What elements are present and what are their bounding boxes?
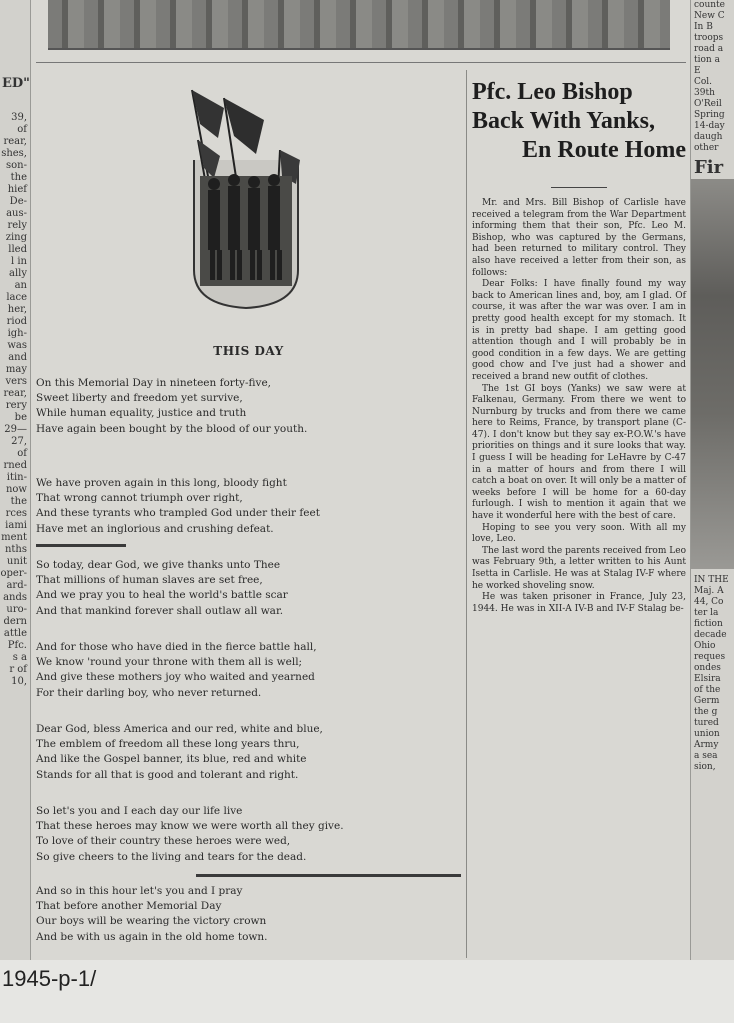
left-text-fragment: r of [9, 664, 27, 675]
left-text-fragment: rear, [3, 388, 27, 399]
caption-bar [0, 960, 734, 1023]
left-text-fragment: hief [7, 184, 27, 195]
right-text-fragment: road a [694, 44, 724, 54]
poem-line: While human equality, justice and truth [36, 407, 247, 420]
right-text-fragment: union [694, 729, 720, 739]
right-text-fragment: ter la [694, 608, 719, 618]
poem-line: And that mankind forever shall outlaw all war. [36, 604, 284, 617]
poem-column [36, 68, 461, 958]
right-text-fragment: IN THE [694, 575, 729, 585]
article-body [472, 198, 686, 615]
column-divider [466, 70, 467, 958]
poem-line: And we pray you to heal the world's battle scar [36, 589, 288, 602]
left-text-fragment: vers [5, 376, 27, 387]
left-text-fragment: rely [7, 220, 27, 231]
left-text-fragment: 10, [11, 676, 27, 687]
right-heading: Fir [694, 157, 724, 178]
right-text-fragment: decade [694, 630, 727, 640]
left-text-fragment: igh- [7, 328, 27, 339]
headline-line-3: En Route Home [522, 137, 686, 163]
left-text-fragment: uro- [6, 604, 27, 615]
poem-line: On this Memorial Day in nineteen forty-five, [36, 377, 272, 389]
right-text-fragment: Elsira [694, 674, 721, 684]
left-text-fragment: itin- [6, 472, 27, 483]
article-paragraph: The last word the parents received from Leo was February 9th, a letter written to his Aunt Isetta in Carlisle. He was at Stalag IV-F where he worked shoveling snow. [472, 545, 686, 591]
left-text-fragment: 27, [11, 436, 27, 447]
right-text-fragment: reques [694, 652, 726, 662]
left-text-fragment: iami [5, 520, 27, 531]
left-text-fragment: rces [5, 508, 27, 519]
left-text-fragment: be [14, 412, 27, 423]
right-text-fragment: ondes [694, 663, 721, 673]
right-bottom-fragments [694, 575, 734, 773]
left-text-fragment: the [10, 496, 27, 507]
right-text-fragment: E [694, 66, 701, 76]
article-paragraph: Hoping to see you very soon. With all my love, Leo. [472, 522, 686, 545]
stanza-rule [196, 874, 461, 877]
right-text-fragment: In B [694, 22, 713, 32]
right-text-fragment: of the [694, 685, 721, 695]
left-text-fragment: the [10, 172, 27, 183]
right-text-fragment: tion a [694, 55, 720, 65]
right-text-fragment: daugh [694, 132, 723, 142]
poem-line: Have met an inglorious and crushing defeat. [36, 522, 274, 535]
right-text-fragment: troops [694, 33, 724, 43]
left-text-fragment: of [17, 124, 27, 135]
article-paragraph: The 1st GI boys (Yanks) we saw were at Falkenau, Germany. From there we went to Nurnburg by trucks and from there we came here to Reims, France, by transport plane (C-47). I don't know but they say ex-P.O.W.'s have priorities on things and it sure looks that way. I guess I will be heading for LeHavre by C-47 in a matter of hours and from there I will catch a boat on over. It will only be a matter of weeks before I will be home for a 60-day furlough. I wish to mention it again that we have it wonderful here with the best of care. [472, 383, 686, 522]
headline-line-2: Back With Yanks, [472, 108, 655, 134]
left-text-fragment: l in [10, 256, 27, 267]
stanza-rule [36, 544, 126, 547]
poem-line: We know 'round your throne with them all is well; [36, 656, 303, 669]
headline-rule [551, 187, 607, 188]
top-rule [36, 62, 686, 63]
poem-stanza-3 [36, 558, 461, 619]
top-photo-strip [48, 0, 670, 50]
left-text-fragment: may [5, 364, 27, 375]
right-top-fragments [694, 0, 734, 154]
right-text-fragment: a sea [694, 751, 718, 761]
poem-line: For their darling boy, who never returned. [36, 686, 262, 699]
caption-text: 1945-p-1/ [2, 966, 97, 991]
right-text-fragment: counte [694, 0, 725, 10]
poem-line: Sweet liberty and freedom yet survive, [36, 392, 243, 405]
right-text-fragment: the g [694, 707, 718, 717]
left-text-fragment: unit [6, 556, 27, 567]
right-text-fragment: New C [694, 11, 725, 21]
left-text-fragment: 39, [11, 112, 27, 123]
right-text-fragment: tured [694, 718, 719, 728]
poem-line: And these tyrants who trampled God under their feet [36, 507, 320, 520]
poem-line: Dear God, bless America and our red, white and blue, [36, 723, 323, 735]
poem-line: That before another Memorial Day [36, 900, 222, 913]
poem-stanza-2 [36, 476, 461, 537]
left-text-fragment: 29— [4, 424, 27, 435]
right-text-fragment: 39th [694, 88, 715, 98]
article-column [472, 78, 686, 958]
poem-line: So let's you and I each day our life live [36, 805, 243, 817]
right-column-fragment [690, 0, 734, 960]
left-text-fragment: s a [12, 652, 27, 663]
poem-line: So give cheers to the living and tears for the dead. [36, 850, 307, 863]
poem-line: And give these mothers joy who waited and yearned [36, 671, 315, 684]
right-text-fragment: Col. [694, 77, 713, 87]
poem-line: To love of their country these heroes were wed, [36, 835, 291, 848]
left-text-fragment: rear, [3, 136, 27, 147]
left-text-fragment: rery [5, 400, 27, 411]
left-heading-fragment: ED" [2, 76, 30, 91]
poem-line: That wrong cannot triumph over right, [36, 492, 243, 505]
article-headline [472, 78, 686, 165]
article-paragraph: He was taken prisoner in France, July 23, 1944. He was in XII-A IV-B and IV-F Stalag be- [472, 592, 686, 614]
flag-soldiers-illustration [184, 80, 308, 314]
left-text-fragment: was [7, 340, 27, 351]
poem-line: And so in this hour let's you and I pray [36, 885, 243, 897]
poem-line: And be with us again in the old home town. [36, 930, 268, 943]
left-text-fragment: zing [5, 232, 27, 243]
left-text-fragment: and [8, 352, 27, 363]
headline-line-1: Pfc. Leo Bishop [472, 79, 633, 105]
left-text-fragment: Pfc. [7, 640, 27, 651]
left-text-fragment: dern [3, 616, 27, 627]
poem-stanza-1 [36, 376, 461, 437]
left-text-fragment: of [17, 448, 27, 459]
poem-line: That these heroes may know we were worth all they give. [36, 820, 344, 833]
left-text-fragment: her, [7, 304, 27, 315]
left-text-fragment: nths [4, 544, 27, 555]
left-text-fragment: aus- [6, 208, 27, 219]
left-text-fragment: now [5, 484, 27, 495]
poem-line: The emblem of freedom all these long years thru, [36, 738, 300, 751]
portrait-photo [691, 179, 734, 569]
right-text-fragment: Maj. A [694, 586, 724, 596]
poem-stanza-6 [36, 804, 461, 865]
poem-title: THIS DAY [213, 344, 284, 358]
poem-line: And like the Gospel banner, its blue, red and white [36, 753, 307, 766]
left-text-fragment: ands [3, 592, 27, 603]
left-text-fragment: De- [9, 196, 27, 207]
poem-stanza-4 [36, 640, 461, 701]
left-text-fragment: shes, [1, 148, 27, 159]
left-text-fragment: an [14, 280, 27, 291]
left-text-fragment: son- [6, 160, 27, 171]
article-paragraph: Dear Folks: I have finally found my way back to American lines and, boy, am I glad. Of course, it was after the war was over. I am in pretty good health except for my stomach. It is in pretty bad shape. I am getting good attention though and I will probably be in good condition in a few days. We are getting good chow and I've just had a shower and received a brand new outfit of clothes. [472, 279, 686, 382]
right-text-fragment: 14-day [694, 121, 725, 131]
left-text-fragment: rned [3, 460, 27, 471]
poem-stanza-5 [36, 722, 461, 783]
right-text-fragment: Spring [694, 110, 725, 120]
right-text-fragment: sion, [694, 762, 716, 772]
left-text-fragment: oper- [0, 568, 27, 579]
poem-line: And for those who have died in the fierce battle hall, [36, 641, 317, 653]
poem-line: That millions of human slaves are set free, [36, 574, 263, 587]
article-paragraph: Mr. and Mrs. Bill Bishop of Carlisle have received a telegram from the War Department informing them that their son, Pfc. Leo M. Bishop, who was captured by the Germans, had been returned to military control. They also have received a letter from their son, as follows: [472, 198, 686, 278]
right-text-fragment: O'Reil [694, 99, 722, 109]
poem-line: So today, dear God, we give thanks unto Thee [36, 559, 281, 571]
left-text-fragment: ally [8, 268, 27, 279]
right-text-fragment: 44, Co [694, 597, 724, 607]
poem-line: Have again been bought by the blood of our youth. [36, 422, 308, 435]
left-text-fragment: lace [6, 292, 27, 303]
poem-line: We have proven again in this long, bloody fight [36, 477, 287, 489]
poem-line: Our boys will be wearing the victory crown [36, 915, 267, 928]
left-text-fragment: riod [6, 316, 27, 327]
left-column-fragment [0, 0, 31, 960]
left-text-fragment: ment [1, 532, 27, 543]
right-text-fragment: Army [694, 740, 719, 750]
right-text-fragment: other [694, 143, 719, 153]
right-text-fragment: fiction [694, 619, 723, 629]
poem-line: Stands for all that is good and tolerant and right. [36, 768, 299, 781]
poem-stanza-7 [36, 884, 461, 945]
right-text-fragment: Germ [694, 696, 720, 706]
left-text-fragment: attle [3, 628, 27, 639]
left-text-fragment: ard- [6, 580, 27, 591]
right-text-fragment: Ohio [694, 641, 716, 651]
left-text-fragment: lled [8, 244, 27, 255]
